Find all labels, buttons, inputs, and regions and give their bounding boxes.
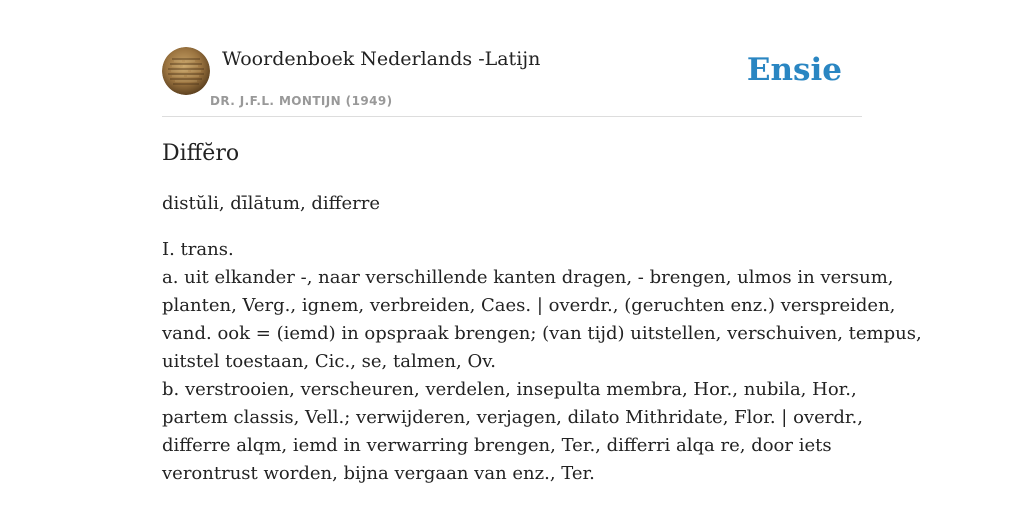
definition-line: verontrust worden, bijna vergaan van enz., Ter. — [162, 463, 595, 484]
page-header — [162, 46, 862, 117]
definition-line: a. uit elkander -, naar verschillende kanten dragen, - brengen, ulmos in versum, — [162, 267, 894, 288]
definition-line: partem classis, Vell.; verwijderen, verjagen, dilato Mithridate, Flor. | overdr., — [162, 407, 863, 428]
entry-content — [162, 138, 922, 488]
entry-principal-parts: distŭli, dīlātum, differre — [162, 193, 380, 214]
ensie-logo-link[interactable]: Ensie — [746, 52, 842, 88]
book-title[interactable]: Woordenboek Nederlands -Latijn — [222, 48, 541, 70]
definition-line: vand. ook = (iemd) in opspraak brengen; (van tijd) uitstellen, verschuiven, tempus, — [162, 323, 922, 344]
book-cover-logo[interactable] — [162, 47, 210, 95]
entry-definition — [162, 236, 922, 488]
definition-line: I. trans. — [162, 239, 234, 260]
definition-line: uitstel toestaan, Cic., se, talmen, Ov. — [162, 351, 496, 372]
entry-headword: Diffĕro — [162, 141, 240, 166]
book-author: DR. J.F.L. MONTIJN (1949) — [210, 94, 393, 108]
definition-line: differre alqm, iemd in verwarring brengen, Ter., differri alqa re, door iets — [162, 435, 832, 456]
definition-line: planten, Verg., ignem, verbreiden, Caes. | overdr., (geruchten enz.) verspreiden, — [162, 295, 896, 316]
definition-line: b. verstrooien, verscheuren, verdelen, insepulta membra, Hor., nubila, Hor., — [162, 379, 857, 400]
